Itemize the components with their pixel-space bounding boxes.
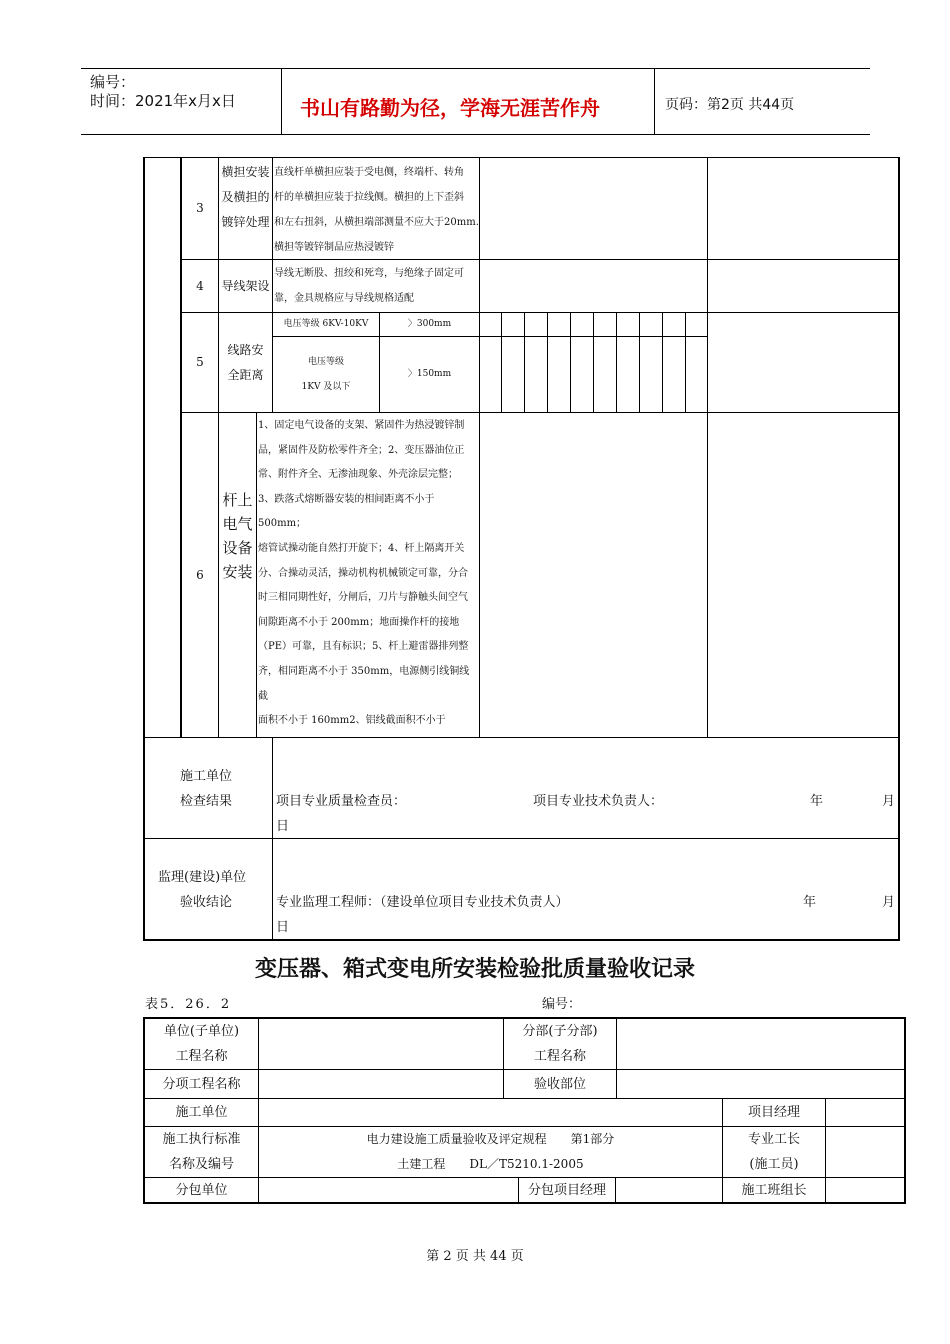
table-grid [180, 412, 899, 413]
label-line: 单位(子单位) [163, 1024, 240, 1039]
sub-project-manager-label: 分包项目经理 [527, 1182, 606, 1198]
table-grid [570, 312, 571, 412]
requirement-line: 直线杆单横担应装于受电侧，终端杆、转角 [274, 167, 464, 178]
label-line: 监理(建设)单位 [158, 870, 247, 885]
item-number: 4 [196, 278, 204, 293]
item-number: 6 [196, 567, 204, 582]
page-label: 页码：第2页 共44页 [665, 97, 795, 113]
foreman-label [723, 1127, 825, 1177]
label-line: 施工单位 [180, 769, 233, 784]
item-requirement [274, 261, 479, 312]
table-grid [662, 312, 663, 412]
project-manager-label: 项目经理 [747, 1105, 800, 1120]
requirement-line: 和左右扭斜，从横担端部测量不应大于20mm. [274, 217, 479, 228]
subitem-name-label: 分项工程名称 [162, 1076, 241, 1092]
table-border [143, 157, 145, 941]
team-leader-label: 施工班组长 [741, 1182, 807, 1198]
table-grid [180, 259, 899, 260]
requirement-line: 时三相同期性好，分闸后，刀片与静触头间空气 [258, 592, 468, 604]
header-divider [281, 68, 282, 135]
item-name [219, 160, 272, 259]
requirement-line: 导线无断股、扭绞和死弯，与绝缘子固定可 [274, 268, 464, 279]
table-grid [825, 1098, 826, 1203]
item-requirement [274, 160, 479, 259]
number-label: 编号： [90, 73, 136, 91]
requirement-line: （PE）可靠，且有标识；5、杆上避雷器排列整 [258, 641, 469, 653]
label-line: 工程名称 [533, 1049, 586, 1064]
table-grid [501, 312, 502, 412]
requirement-line: 1、固定电气设备的支架、紧固件为热浸镀锌制 [258, 420, 465, 431]
standard-label [145, 1127, 258, 1177]
table-grid [639, 312, 640, 412]
header-top-rule [81, 68, 870, 69]
item-name-line: 线路安 [227, 342, 264, 357]
requirement-line: 间隙距离不小于 200mm；地面操作杆的接地 [258, 616, 460, 628]
requirement-line: 品，紧固件及防松零件齐全；2、变压器油位正 [258, 444, 465, 456]
distance-value: 〉300mm [407, 319, 452, 329]
requirement-line: 横担等镀锌制品应热浸镀锌 [274, 242, 394, 253]
standard-value [259, 1127, 722, 1177]
table-border [904, 1017, 906, 1204]
item-name-line: 电气 [222, 515, 253, 533]
page-footer: 第 2 页 共 44 页 [426, 1249, 524, 1264]
supervision-engineer-label: 专业监理工程师：（建设单位项目专业技术负责人） [276, 895, 569, 910]
standard-value-line: 土建工程 DL／T5210.1-2005 [397, 1157, 584, 1171]
item-requirement [258, 414, 479, 737]
quality-inspector-label: 项目专业质量检查员： [276, 794, 407, 809]
year-label: 年 [810, 794, 824, 809]
day-label: 日 [276, 920, 290, 935]
requirement-line: 熔管试操动能自然打开旋下；4、杆上隔离开关 [258, 542, 465, 554]
item-name: 导线架设 [221, 278, 270, 293]
label-line: 名称及编号 [168, 1157, 234, 1172]
requirement-line: 3、跌落式熔断器安装的相间距离不小于500mm； [258, 493, 435, 530]
table-grid [615, 1177, 616, 1203]
acceptance-part-label: 验收部位 [533, 1076, 586, 1092]
item-number: 5 [196, 355, 204, 369]
label-line: 施工执行标准 [162, 1132, 241, 1147]
requirement-line: 靠，金具规格应与导线规格适配 [274, 293, 414, 304]
item-name-line: 安装 [222, 563, 253, 581]
unit-name-label [145, 1019, 258, 1069]
table-grid [143, 737, 900, 738]
table-grid [616, 1017, 617, 1099]
table-grid [593, 312, 594, 412]
header-divider [654, 68, 655, 135]
table-grid [272, 737, 273, 940]
distance-value: 〉150mm [407, 369, 452, 379]
item-number: 3 [196, 201, 204, 215]
division-name-label [504, 1019, 616, 1069]
label-line: (施工员) [749, 1157, 799, 1172]
item-name-line: 杆上 [222, 491, 253, 509]
requirement-line: 杆的单横担应装于拉线侧。横担的上下歪斜 [274, 192, 464, 203]
table-grid [547, 312, 548, 412]
supervision-label [158, 865, 272, 920]
item-name-line: 横担安装 [221, 165, 270, 179]
month-label: 月 [882, 794, 896, 809]
requirement-line: 面积不小于 160mm2、铝线截面积不小于 [258, 715, 446, 727]
standard-value-line: 电力建设施工质量验收及评定规程 第1部分 [366, 1132, 615, 1146]
label-line: 分部(子分部) [522, 1024, 598, 1039]
contractor-label: 施工单位 [175, 1105, 228, 1120]
construction-label [180, 764, 270, 819]
table-grid [616, 312, 617, 412]
label-line: 验收结论 [180, 895, 233, 910]
table-grid [143, 838, 900, 839]
table-border [898, 157, 900, 941]
label-line: 专业工长 [747, 1132, 800, 1147]
item-name-line: 镀锌处理 [221, 215, 270, 229]
record-number-label: 编号： [542, 997, 582, 1012]
year-label: 年 [803, 895, 817, 910]
requirement-line: 分、合操动灵活，操动机构机械锁定可靠，分合 [258, 567, 468, 579]
table-border [143, 157, 900, 158]
item-name [219, 313, 272, 412]
table-grid [685, 312, 686, 412]
table-number: 表5．26．2 [145, 997, 232, 1012]
subcontractor-label: 分包单位 [175, 1182, 228, 1198]
table-grid [524, 312, 525, 412]
time-label: 时间：2021年x月x日 [90, 92, 236, 110]
tech-lead-label: 项目专业技术负责人： [533, 794, 664, 809]
table-grid [707, 157, 708, 737]
label-line: 工程名称 [175, 1049, 228, 1064]
voltage-level-line: 1KV 及以下 [301, 381, 351, 392]
day-label: 日 [276, 819, 290, 834]
record-title: 变压器、箱式变电所安装检验批质量验收记录 [254, 957, 695, 982]
month-label: 月 [882, 895, 896, 910]
voltage-level [273, 337, 379, 412]
item-name-line: 设备 [222, 539, 253, 557]
item-name [219, 488, 256, 598]
table-border [143, 939, 900, 941]
requirement-line: 齐，相同距离不小于 350mm，电源侧引线铜线截 [258, 665, 470, 702]
label-line: 检查结果 [180, 794, 233, 809]
item-name-line: 全距离 [227, 367, 264, 382]
header-bottom-rule [81, 134, 870, 135]
voltage-level: 电压等级 6KV-10KV [283, 319, 369, 329]
voltage-level-line: 电压等级 [307, 356, 344, 367]
item-name-line: 及横担的 [221, 190, 270, 204]
motto: 书山有路勤为径，学海无涯苦作舟 [300, 96, 600, 120]
table-grid [479, 157, 480, 737]
requirement-line: 常、附件齐全、无渗油现象、外壳涂层完整； [258, 469, 458, 481]
table-grid [256, 412, 257, 737]
